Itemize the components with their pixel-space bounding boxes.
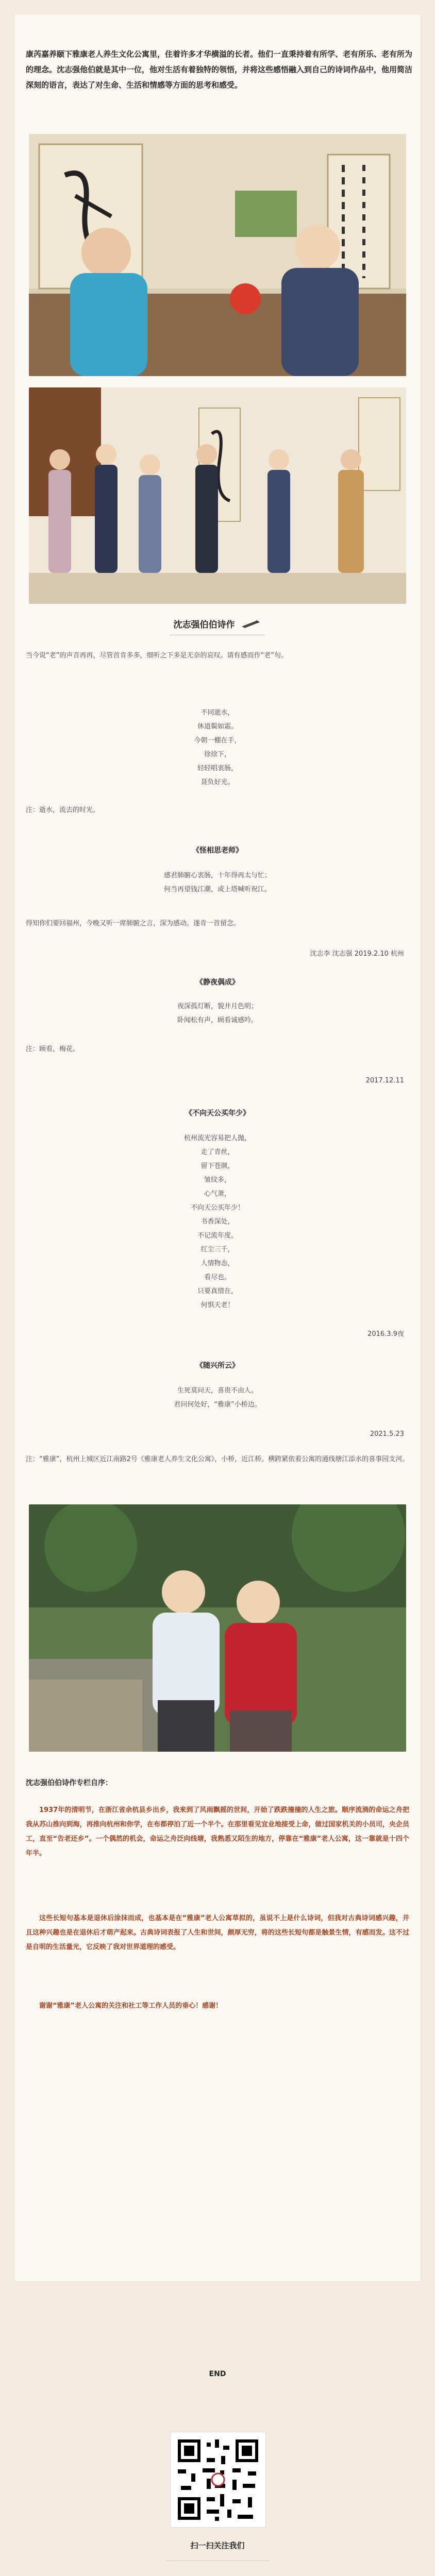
poem4-title: 《不向天公买年少》 bbox=[185, 1109, 250, 1117]
poem2-footnote: 得知你们要回福州，今晚又听一席肺腑之言，深为感动。遂肯一首留念。 bbox=[26, 920, 241, 927]
poem-line: 今朝一棚在手， bbox=[194, 737, 241, 744]
poem-line: 夜深孤灯断，貌井月色明； bbox=[177, 1003, 258, 1010]
poem5-lines bbox=[0, 1384, 435, 1412]
poem-line: 不同逝水， bbox=[200, 709, 235, 717]
poem3-lines bbox=[0, 999, 435, 1027]
poem-line: 卧闻松有声，顾看诚感吟。 bbox=[177, 1016, 258, 1024]
poem2-lines bbox=[0, 869, 435, 896]
poem-line: 留下苍颜， bbox=[200, 1162, 235, 1170]
poem-line: 感君肺腑心衷肠，十年得再太与忙； bbox=[163, 872, 271, 879]
end-label: END bbox=[209, 2370, 226, 2378]
poem-line: 何当再望钱江潮，或上塔喊听祝江。 bbox=[163, 886, 271, 893]
poem5-title: 《随兴所云》 bbox=[196, 1362, 239, 1370]
qr-code[interactable] bbox=[170, 2432, 266, 2528]
poem4-lines bbox=[0, 1131, 435, 1312]
bio-paragraph-1: 1937年的清明节，在浙江省余杭县乡出乡，我来到了风雨飘摇的世间，开始了跌跌撞撞的人生之旅。顺序流淌的命运之舟把我从苏山推向到海，再推向杭州和你学，在布都停泊了近一个半个。在那里看见宜业地接受上命，做过国家机关的小员司，央企员工，直至“告老还乡”。一个偶然的机会，命运之舟泛向线塘，我熟悉又陌生的地方，停靠在“雅康”老人公寓，这一靠就是十四个年半。 bbox=[26, 1806, 409, 1857]
poem2-signature: 沈志李 沈志强 2019.2.10 杭州 bbox=[310, 950, 404, 958]
intro-paragraph: 康芮嘉养颐下雅康老人养生文化公寓里，住着许多才华横溢的长者。他们一直秉持着有所学、老有所乐、老有所为的理念。沈志强他伯就是其中一位，他对生活有着独特的领悟，并将这些感悟融入到自己的诗词作品中，他用简洁深刻的语言，表达了对生命、生活和情感等方面的思考和感受。 bbox=[26, 49, 413, 90]
poem-line: 书香深处， bbox=[200, 1218, 235, 1226]
poem-line: 心气萧， bbox=[204, 1190, 231, 1198]
pen-icon bbox=[241, 619, 261, 631]
poem1-lines bbox=[0, 706, 435, 789]
poem-line: 只要真情在， bbox=[197, 1287, 238, 1295]
poem-line: 人情物态， bbox=[200, 1260, 235, 1267]
poem-line: 何惧天老！ bbox=[200, 1301, 235, 1309]
poem-line: 不向天公买年少！ bbox=[190, 1204, 244, 1212]
poem-line: 休道鬓如霜。 bbox=[197, 723, 238, 731]
poem-line: 看尽也。 bbox=[204, 1274, 231, 1281]
yakang-note: 注：“雅康”，杭州上城区近江南路2号《雅康老人养生文化公寓》，小桥，近江桥。横跨紧依着公寓的通线塘江添水的喜事园支河。 bbox=[26, 1455, 409, 1463]
preface-text: 当今说“老”的声音再再，尽管首肯多多，细听之下多是无奈的哀叹。请有感而作“老”句。 bbox=[26, 652, 288, 659]
poem-line: 红尘三千， bbox=[200, 1246, 235, 1253]
poem3-date: 2017.12.11 bbox=[365, 1077, 404, 1084]
bio-paragraph-3: 谢谢“雅康”老人公寓的关注和社工等工作人员的垂心！感谢！ bbox=[39, 2002, 223, 2010]
follow-us-text: 扫一扫关注我们 bbox=[190, 2541, 245, 2550]
photo-elders-calligraphy bbox=[29, 134, 406, 376]
poem-line: 聂负好光。 bbox=[200, 778, 235, 786]
poem-line: 徐徐下， bbox=[204, 751, 231, 758]
poem-line: 不记流年度。 bbox=[197, 1232, 238, 1240]
photo-couple-garden bbox=[29, 1504, 406, 1752]
poem-line: 杭州流光容易把人抛， bbox=[183, 1134, 251, 1142]
photo-group bbox=[29, 387, 406, 604]
poem2-title: 《怪相思老师》 bbox=[192, 846, 243, 855]
poem-line: 皱纹多， bbox=[204, 1176, 231, 1184]
poem3-title: 《静夜偶成》 bbox=[196, 978, 239, 987]
poem-line: 轻轻唱衷肠， bbox=[197, 765, 238, 772]
poem-line: 走了青丝， bbox=[200, 1148, 235, 1156]
poem4-date: 2016.3.9夜 bbox=[367, 1330, 404, 1338]
section-title-text: 沈志强伯伯诗作 bbox=[173, 620, 235, 630]
qr-code-icon bbox=[171, 2432, 265, 2527]
bio-heading: 沈志强伯伯诗作专栏自序： bbox=[26, 1779, 112, 1787]
poem3-note: 注：顾看，梅花。 bbox=[26, 1045, 80, 1053]
poem-line: 生死莫问天，喜贵不由人。 bbox=[177, 1387, 258, 1395]
bio-paragraph-2: 这些长短句基本是退休后涂抹而成，也基本是在“雅康”老人公寓草拟的，虽说不上是什么诗词，但我对古典诗词感兴趣，并且这种兴趣也是在退休后才萌产起来。古典诗词表报了人生和世间，颇厚无穷，将的这些长短句都是触景生情，有感而发。这不过是自明的生活量光，它反映了我对世界道理的感受。 bbox=[26, 1914, 409, 1951]
poem-line: 君问何处好，“雅康”小桥边。 bbox=[174, 1401, 261, 1409]
section-title bbox=[0, 617, 435, 631]
poem5-date: 2021.5.23 bbox=[370, 1430, 404, 1438]
poem1-note: 注：逝水，流去的时光。 bbox=[26, 806, 100, 814]
